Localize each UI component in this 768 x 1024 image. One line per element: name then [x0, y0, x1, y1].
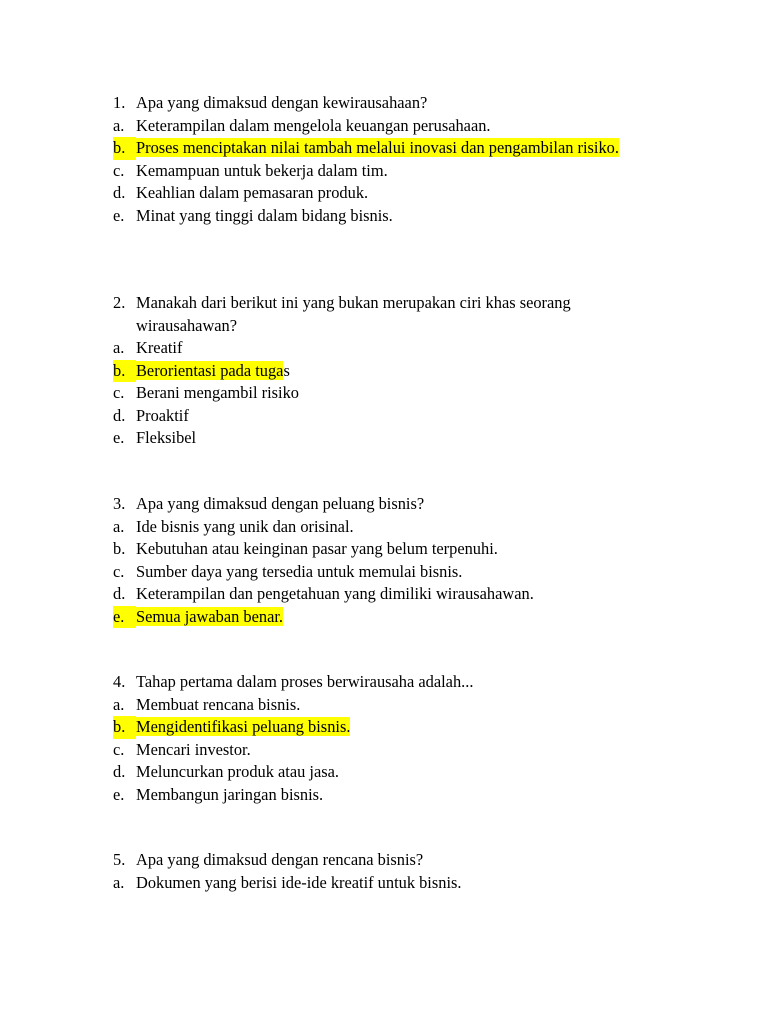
- option-label: b.: [113, 539, 126, 558]
- question-2-stem: [0, 292, 768, 337]
- option-3a: [0, 516, 768, 539]
- question-3: [0, 493, 768, 628]
- option-4b-correct: [0, 716, 768, 739]
- option-label: d.: [113, 584, 126, 603]
- option-2a: [0, 337, 768, 360]
- option-2e: [0, 427, 768, 450]
- option-label: b.: [113, 716, 136, 739]
- question-4-stem: [0, 671, 768, 694]
- option-text: Mencari investor.: [136, 739, 251, 759]
- option-text: Membuat rencana bisnis.: [136, 694, 301, 714]
- question-number: 1.: [113, 93, 126, 112]
- question-text: Manakah dari berikut ini yang bukan merupakan ciri khas seorang wirausahawan?: [136, 293, 571, 335]
- question-text: Apa yang dimaksud dengan kewirausahaan?: [136, 93, 428, 112]
- option-text: Fleksibel: [136, 428, 197, 447]
- question-4: [0, 671, 768, 806]
- question-text: Apa yang dimaksud dengan rencana bisnis?: [136, 850, 424, 869]
- option-text: Dokumen yang berisi ide-ide kreatif untuk bisnis.: [136, 872, 462, 892]
- option-4a: [0, 694, 768, 717]
- option-2c: [0, 382, 768, 405]
- option-label: a.: [113, 872, 125, 892]
- option-text-highlighted: Proses menciptakan nilai tambah melalui inovasi dan pengambilan risiko.: [136, 138, 619, 157]
- option-2b-correct: [0, 360, 768, 383]
- option-text-highlighted: Semua jawaban benar.: [136, 606, 284, 626]
- option-text: Minat yang tinggi dalam bidang bisnis.: [136, 205, 393, 225]
- option-1d: [0, 182, 768, 205]
- option-text: Keahlian dalam pemasaran produk.: [136, 183, 369, 202]
- option-3b: [0, 538, 768, 561]
- option-text: Membangun jaringan bisnis.: [136, 784, 324, 804]
- option-1e: [0, 205, 768, 228]
- question-5: [0, 849, 768, 894]
- question-number: 5.: [113, 850, 126, 869]
- question-number: 3.: [113, 494, 126, 513]
- question-1: [0, 92, 768, 227]
- question-3-stem: [0, 493, 768, 516]
- option-1b-correct: [0, 137, 768, 160]
- option-label: a.: [113, 516, 125, 536]
- option-label: a.: [113, 115, 125, 135]
- option-label: e.: [113, 784, 125, 804]
- option-label: a.: [113, 694, 125, 714]
- option-label: d.: [113, 183, 126, 202]
- option-text: Proaktif: [136, 405, 189, 425]
- option-text: Ide bisnis yang unik dan orisinal.: [136, 516, 354, 536]
- option-label: d.: [113, 762, 126, 781]
- option-text-highlighted: Berorientasi pada tuga: [136, 360, 284, 380]
- question-5-stem: [0, 849, 768, 872]
- option-text: Sumber daya yang tersedia untuk memulai bisnis.: [136, 561, 463, 581]
- question-2: [0, 292, 768, 450]
- option-label: e.: [113, 606, 136, 629]
- option-text: Keterampilan dan pengetahuan yang dimiliki wirausahawan.: [136, 584, 534, 603]
- option-label: c.: [113, 160, 125, 180]
- question-1-stem: [0, 92, 768, 115]
- option-label: d.: [113, 405, 126, 425]
- option-label: c.: [113, 739, 125, 759]
- question-text: Tahap pertama dalam proses berwirausaha adalah...: [136, 672, 474, 691]
- option-text: Keterampilan dalam mengelola keuangan perusahaan.: [136, 115, 491, 135]
- option-label: b.: [113, 360, 136, 383]
- option-text: Berani mengambil risiko: [136, 383, 299, 402]
- question-number: 2.: [113, 293, 126, 312]
- option-text-rest: s: [283, 360, 290, 380]
- option-4e: [0, 784, 768, 807]
- option-2d: [0, 405, 768, 428]
- option-5a: [0, 872, 768, 895]
- option-3c: [0, 561, 768, 584]
- option-3e-correct: [0, 606, 768, 629]
- option-label: a.: [113, 338, 125, 357]
- option-label: c.: [113, 383, 125, 402]
- option-text: Kemampuan untuk bekerja dalam tim.: [136, 160, 388, 180]
- question-text: Apa yang dimaksud dengan peluang bisnis?: [136, 494, 425, 513]
- option-4d: [0, 761, 768, 784]
- option-1a: [0, 115, 768, 138]
- question-number: 4.: [113, 672, 126, 691]
- option-label: e.: [113, 205, 125, 225]
- option-text: Kebutuhan atau keinginan pasar yang belum terpenuhi.: [136, 539, 498, 558]
- option-label: c.: [113, 561, 125, 581]
- option-text: Kreatif: [136, 338, 183, 357]
- option-label: e.: [113, 428, 125, 447]
- option-text-highlighted: Mengidentifikasi peluang bisnis.: [136, 717, 351, 736]
- option-3d: [0, 583, 768, 606]
- option-1c: [0, 160, 768, 183]
- option-text: Meluncurkan produk atau jasa.: [136, 762, 339, 781]
- option-label: b.: [113, 137, 136, 160]
- option-4c: [0, 739, 768, 762]
